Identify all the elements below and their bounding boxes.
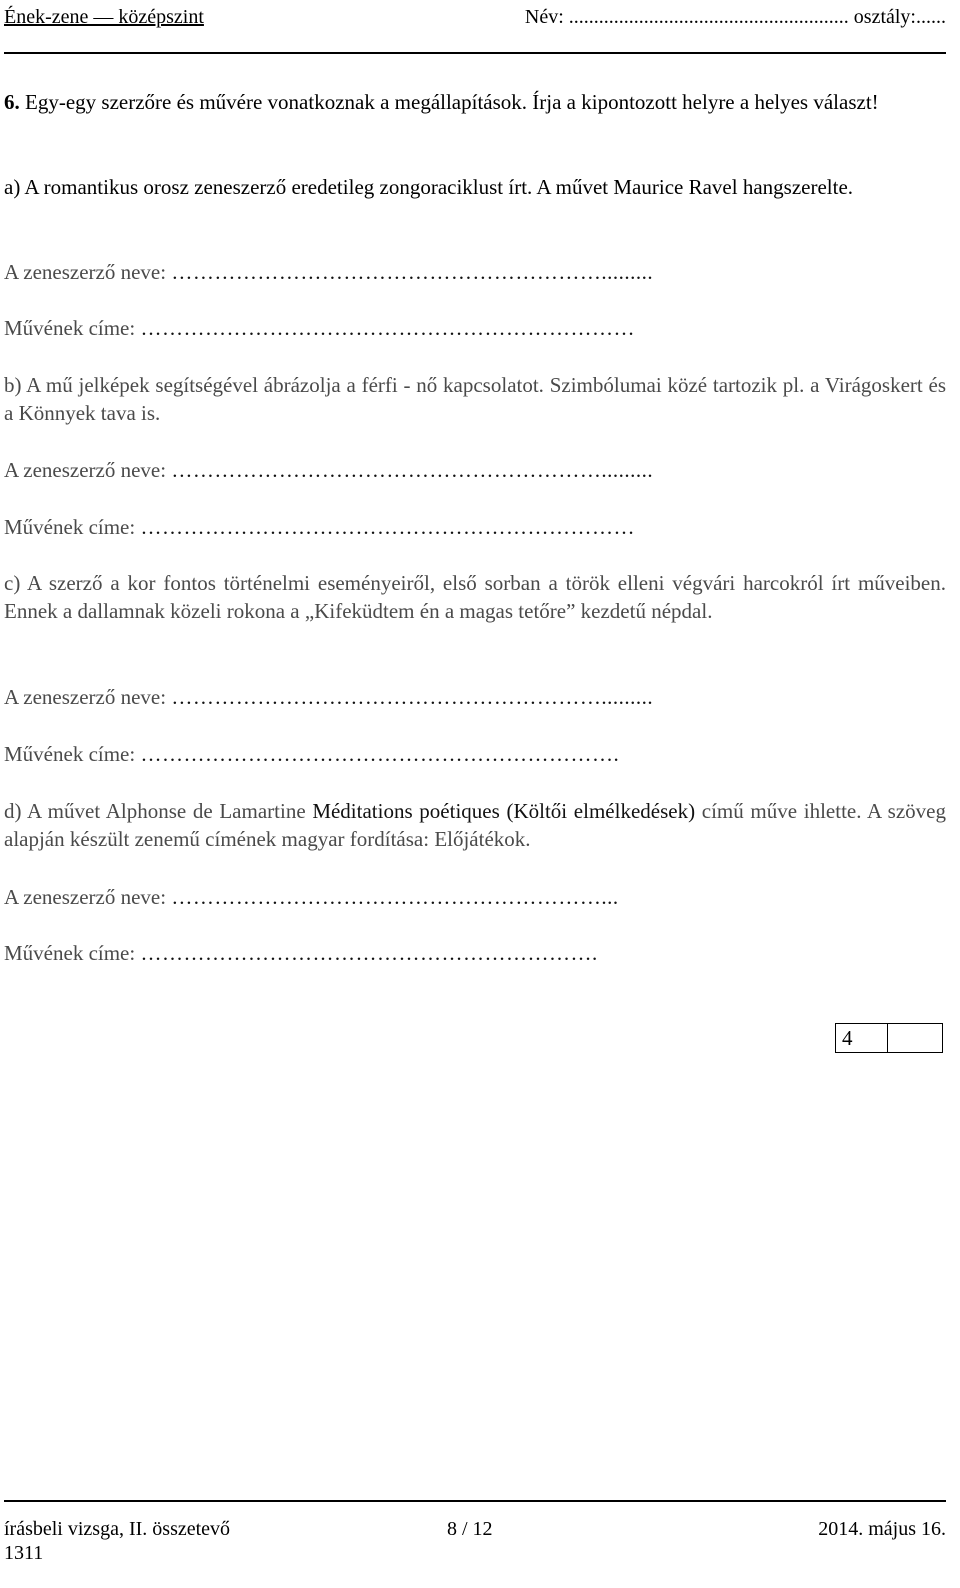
item-b-text: b) A mű jelképek segítségével ábrázolja a férfi - nő kapcsolatot. Szimbólumai közé tartozik pl. a Virágoskert és a Könnyek tava is. bbox=[4, 373, 946, 425]
question-number: 6. bbox=[4, 90, 20, 114]
item-c-text: c) A szerző a kor fontos történelmi eseményeiről, első sorban a török elleni végvári harcokról írt műveiben. Ennek a dallamnak közeli rokona a „Kifeküdtem én a magas tetőre” kezdetű népdal. bbox=[4, 571, 946, 623]
composer-answer-blank[interactable]: ……………………………………………………......... bbox=[171, 685, 654, 709]
composer-answer-blank[interactable]: ……………………………………………………......... bbox=[171, 260, 654, 284]
title-answer-blank[interactable]: …………………………………………………………. bbox=[140, 742, 620, 766]
item-c-composer-line bbox=[4, 683, 653, 711]
header-divider bbox=[4, 52, 946, 54]
footer-divider bbox=[4, 1500, 946, 1502]
item-d-composer-line bbox=[4, 883, 619, 911]
item-d-text-pre: d) A művet Alphonse de Lamartine bbox=[4, 799, 313, 823]
item-d-text-post: című műve ihlette. A szöveg alapján készült zenemű címének magyar fordítása: Előjátékok. bbox=[4, 799, 946, 851]
max-points: 4 bbox=[836, 1024, 888, 1052]
subject-title: Ének-zene — középszint bbox=[4, 6, 204, 28]
item-a-composer-line bbox=[4, 258, 653, 286]
item-c-title-line bbox=[4, 740, 619, 768]
composer-answer-blank[interactable]: ……………………………………………………... bbox=[171, 885, 619, 909]
composer-label: A zeneszerző neve: bbox=[4, 260, 167, 284]
composer-label: A zeneszerző neve: bbox=[4, 885, 167, 909]
title-answer-blank[interactable]: …………………………………………………………… bbox=[140, 316, 635, 340]
title-label: Művének címe: bbox=[4, 941, 136, 965]
composer-answer-blank[interactable]: ……………………………………………………......... bbox=[171, 458, 654, 482]
composer-label: A zeneszerző neve: bbox=[4, 458, 167, 482]
item-a-text: a) A romantikus orosz zeneszerző eredetileg zongoraciklust írt. A művet Maurice Ravel hangszerelte. bbox=[4, 175, 854, 199]
page-header bbox=[4, 0, 946, 56]
composer-label: A zeneszerző neve: bbox=[4, 685, 167, 709]
item-d-text bbox=[4, 797, 946, 853]
exam-date: 2014. május 16. bbox=[818, 1518, 946, 1540]
item-d-work-title: Méditations poétiques (Költői elmélkedések) bbox=[312, 799, 696, 823]
question-instruction bbox=[4, 88, 946, 116]
item-b-composer-line bbox=[4, 456, 653, 484]
title-label: Művének címe: bbox=[4, 515, 136, 539]
score-box bbox=[835, 1023, 943, 1053]
item-b-title-line bbox=[4, 513, 635, 541]
item-d-title-line bbox=[4, 939, 598, 967]
title-answer-blank[interactable]: ………………………………………………………. bbox=[140, 941, 598, 965]
title-answer-blank[interactable]: …………………………………………………………… bbox=[140, 515, 635, 539]
achieved-points-cell[interactable] bbox=[888, 1024, 942, 1052]
page-number: 8 / 12 bbox=[447, 1518, 493, 1540]
item-a-title-line bbox=[4, 314, 635, 342]
question-text: Egy-egy szerzőre és művére vonatkoznak a megállapítások. Írja a kipontozott helyre a helyes választ! bbox=[25, 90, 879, 114]
name-class-field: Név: ........................................................ osztály:...... bbox=[524, 6, 946, 28]
exam-type: írásbeli vizsga, II. összetevő bbox=[4, 1518, 231, 1540]
title-label: Művének címe: bbox=[4, 742, 136, 766]
exam-code: 1311 bbox=[4, 1542, 44, 1564]
title-label: Művének címe: bbox=[4, 316, 136, 340]
